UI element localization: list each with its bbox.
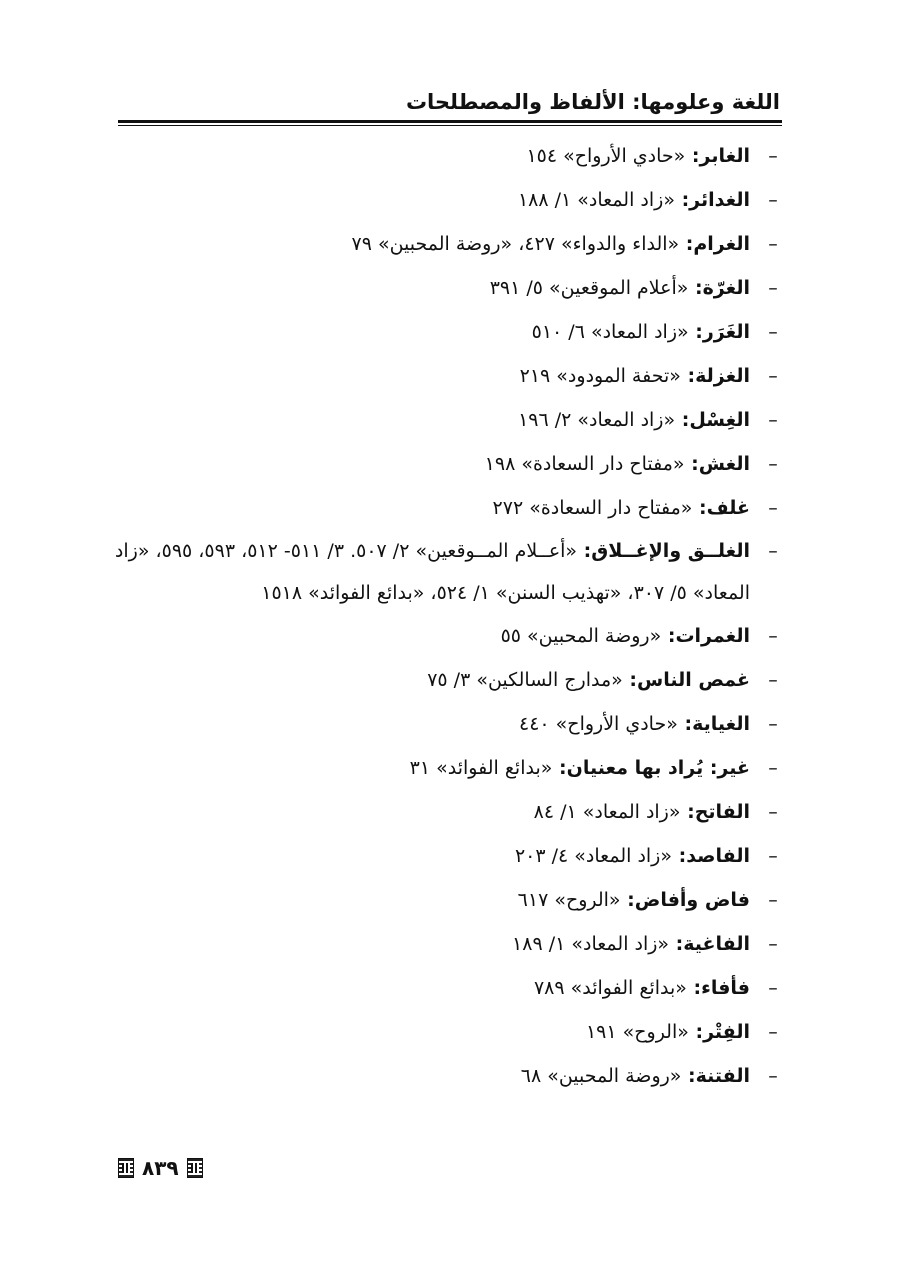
dash-bullet: –	[768, 145, 778, 167]
dash-bullet: –	[768, 801, 778, 823]
entry-references: «زاد المعاد» ١/ ٨٤	[533, 801, 681, 823]
entry-term: الغياية	[692, 713, 750, 735]
entry-colon: :	[681, 1065, 696, 1087]
list-item	[114, 310, 782, 354]
list-item	[114, 354, 782, 398]
entry-term: الغرّة	[702, 277, 750, 299]
entry-colon: :	[661, 625, 676, 647]
list-item	[114, 178, 782, 222]
entry-references: «زاد المعاد» ٦/ ٥١٠	[531, 321, 689, 343]
list-item	[114, 834, 782, 878]
entry-references: «أعلام الموقعين» ٥/ ٣٩١	[489, 277, 689, 299]
entry-term: غمص الناس	[636, 669, 750, 691]
entry-colon: :	[620, 889, 635, 911]
entry-term: الغدائر	[689, 189, 750, 211]
entry-text	[114, 354, 750, 398]
dash-bullet: –	[768, 497, 778, 519]
entry-term: الفاتح	[694, 801, 750, 823]
entry-colon: :	[688, 277, 703, 299]
entry-text	[114, 834, 750, 878]
ornament-icon	[118, 1158, 134, 1178]
list-item	[114, 746, 782, 790]
header-rule-thin	[118, 125, 782, 126]
entry-references: «مفتاح دار السعادة» ٢٧٢	[492, 497, 693, 519]
dash-bullet: –	[768, 453, 778, 475]
dash-bullet: –	[768, 1021, 778, 1043]
dash-bullet: –	[768, 189, 778, 211]
dash-bullet: –	[768, 889, 778, 911]
entry-term: غير: يُراد بها معنيان	[566, 757, 750, 779]
list-item	[114, 266, 782, 310]
entry-references: «الداء والدواء» ٤٢٧، «روضة المحبين» ٧٩	[351, 233, 680, 255]
entry-colon: :	[552, 757, 567, 779]
dash-bullet: –	[768, 757, 778, 779]
list-item	[114, 922, 782, 966]
dash-bullet: –	[768, 321, 778, 343]
running-header	[118, 84, 782, 126]
dash-bullet: –	[768, 1065, 778, 1087]
entry-text	[114, 922, 750, 966]
entry-references: «حادي الأرواح» ٤٤٠	[519, 713, 678, 735]
list-item	[114, 486, 782, 530]
dash-bullet: –	[768, 845, 778, 867]
entry-references: «روضة المحبين» ٦٨	[520, 1065, 682, 1087]
entry-colon: :	[686, 977, 702, 999]
list-item	[114, 398, 782, 442]
entry-term: الغابر	[699, 145, 750, 167]
entry-text	[114, 702, 750, 746]
entry-text	[114, 486, 750, 530]
list-item	[114, 614, 782, 658]
entry-text	[114, 266, 750, 310]
list-item	[114, 1010, 782, 1054]
entry-colon: :	[692, 497, 707, 519]
entry-references: «بدائع الفوائد» ٣١	[409, 757, 553, 779]
entry-term: الفتنة	[695, 1065, 750, 1087]
entry-colon: :	[679, 233, 694, 255]
dash-bullet: –	[768, 233, 778, 255]
dash-bullet: –	[768, 625, 778, 647]
entry-text	[114, 614, 750, 658]
glossary-list	[114, 134, 782, 1098]
list-item	[114, 442, 782, 486]
entry-text	[114, 398, 750, 442]
entry-term: الغش	[698, 453, 750, 475]
dash-bullet: –	[768, 409, 778, 431]
entry-references: «زاد المعاد» ١/ ١٨٩	[512, 933, 670, 955]
list-item	[114, 878, 782, 922]
dash-bullet: –	[768, 713, 778, 735]
page-number: ٨٣٩	[142, 1156, 179, 1180]
entry-text	[114, 530, 750, 614]
entry-term: الفِتْر	[703, 1021, 750, 1043]
entry-term: الغرام	[693, 233, 750, 255]
entry-term: الفاصد	[686, 845, 750, 867]
dash-bullet: –	[768, 669, 778, 691]
entry-colon: :	[677, 713, 693, 735]
entry-text	[114, 746, 750, 790]
entry-colon: :	[680, 801, 695, 823]
entry-text	[114, 442, 750, 486]
page-title: اللغة وعلومها: الألفاظ والمصطلحات	[405, 90, 780, 114]
entry-references: «زاد المعاد» ٤/ ٢٠٣	[514, 845, 672, 867]
list-item	[114, 966, 782, 1010]
entry-references: «تحفة المودود» ٢١٩	[519, 365, 681, 387]
entry-term: الغَرَر	[702, 321, 750, 343]
dash-bullet: –	[768, 365, 778, 387]
entry-colon: :	[685, 145, 700, 167]
entry-references: «بدائع الفوائد» ٧٨٩	[533, 977, 687, 999]
list-item	[114, 222, 782, 266]
entry-colon: :	[675, 409, 690, 431]
entry-text	[114, 134, 750, 178]
entry-colon: :	[688, 321, 703, 343]
entry-colon: :	[671, 845, 687, 867]
entry-references: «الروح» ٦١٧	[517, 889, 621, 911]
entry-references: «أعــلام المــوقعين» ٢/ ٥٠٧. ٣/ ٥١١- ٥١٢، ٥٩٣، ٥٩٥، «زاد المعاد» ٥/ ٣٠٧، «تهذيب السنن» ١/ ٥٢٤، «بدائع الفوائد» ١٥١٨	[114, 540, 750, 604]
entry-term: فأفاء	[701, 977, 750, 999]
list-item	[114, 658, 782, 702]
list-item	[114, 790, 782, 834]
entry-colon: :	[577, 540, 592, 562]
list-item	[114, 702, 782, 746]
entry-colon: :	[680, 365, 696, 387]
entry-term: فاض وأفاض	[634, 889, 750, 911]
list-item	[114, 530, 782, 614]
entry-term: الغلــق والإغــلاق	[591, 540, 750, 562]
entry-text	[114, 658, 750, 702]
entry-term: غلف	[706, 497, 750, 519]
entry-text	[114, 1054, 750, 1098]
entry-term: الغمرات	[675, 625, 750, 647]
entry-text	[114, 222, 750, 266]
page-footer	[118, 1156, 203, 1180]
entry-term: الفاغية	[683, 933, 750, 955]
dash-bullet: –	[768, 977, 778, 999]
entry-references: «الروح» ١٩١	[585, 1021, 689, 1043]
entry-colon: :	[684, 453, 699, 475]
entry-term: الغِسْل	[689, 409, 750, 431]
entry-references: «زاد المعاد» ١/ ١٨٨	[517, 189, 675, 211]
list-item	[114, 134, 782, 178]
entry-text	[114, 1010, 750, 1054]
entry-term: الغزلة	[695, 365, 750, 387]
entry-references: «روضة المحبين» ٥٥	[500, 625, 662, 647]
entry-references: «حادي الأرواح» ١٥٤	[526, 145, 686, 167]
entry-references: «مفتاح دار السعادة» ١٩٨	[484, 453, 685, 475]
dash-bullet: –	[768, 540, 778, 562]
entry-references: «مدارج السالكين» ٣/ ٧٥	[427, 669, 623, 691]
entry-text	[114, 790, 750, 834]
entry-references: «زاد المعاد» ٢/ ١٩٦	[518, 409, 676, 431]
entry-colon: :	[674, 189, 690, 211]
entry-colon: :	[669, 933, 684, 955]
entry-colon: :	[688, 1021, 704, 1043]
entry-text	[114, 878, 750, 922]
entry-text	[114, 178, 750, 222]
dash-bullet: –	[768, 933, 778, 955]
list-item	[114, 1054, 782, 1098]
entry-colon: :	[622, 669, 637, 691]
header-rule-thick	[118, 120, 782, 123]
entry-text	[114, 310, 750, 354]
ornament-icon	[187, 1158, 203, 1178]
entry-text	[114, 966, 750, 1010]
dash-bullet: –	[768, 277, 778, 299]
